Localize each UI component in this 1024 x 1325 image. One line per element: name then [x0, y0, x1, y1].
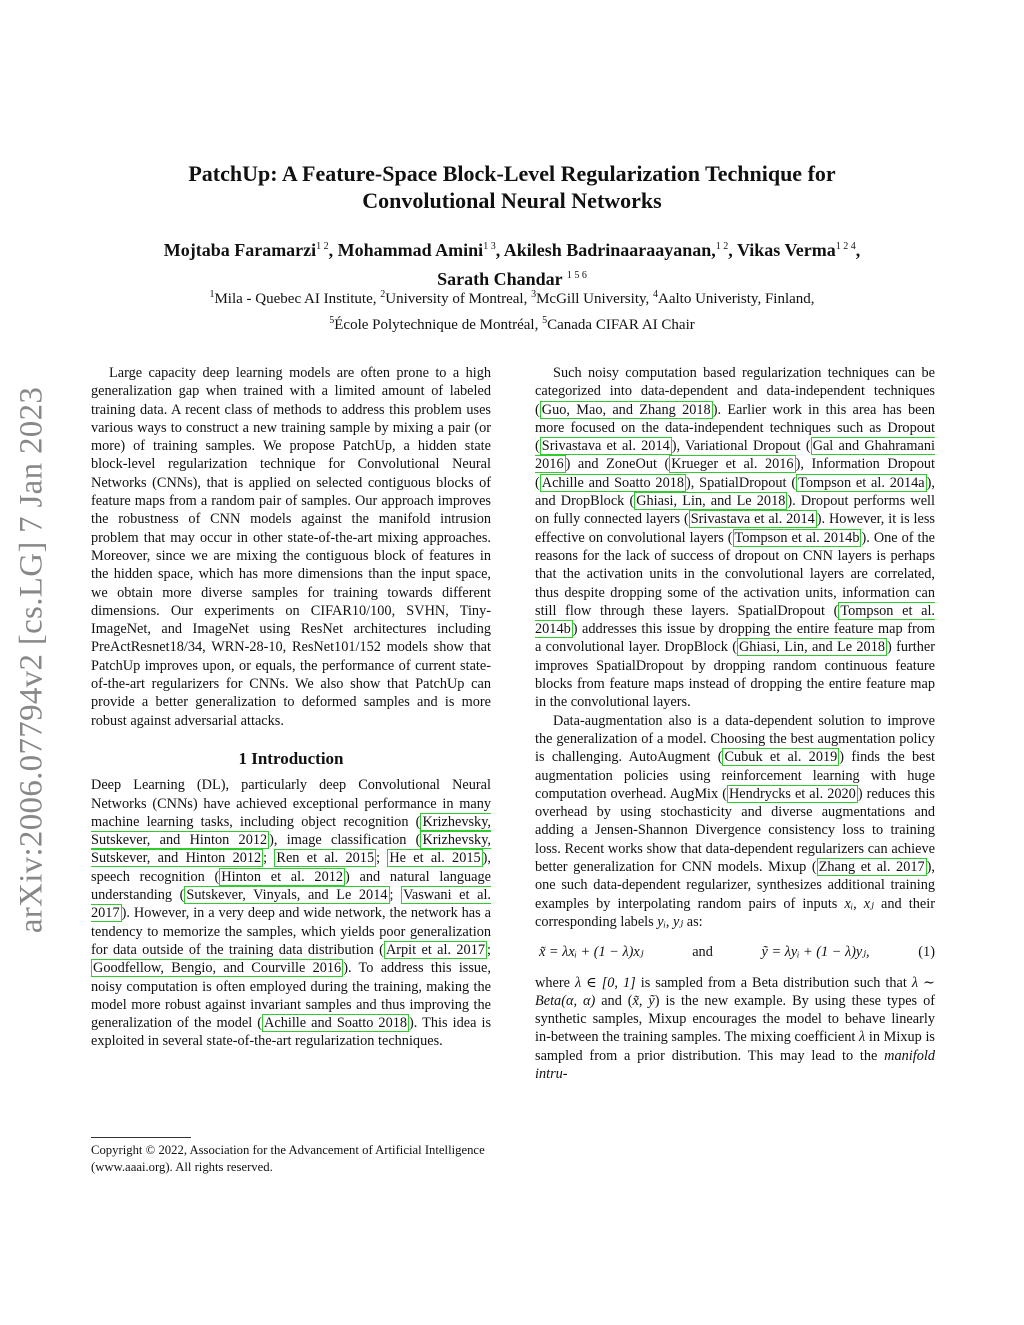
- citation-link[interactable]: Achille and Soatto 2018: [541, 474, 685, 491]
- author-list: Mojtaba Faramarzi$^{1 2}$, Mohammad Amini$^{1 3}$, Akilesh Badrinaaraayanan,$^{1 2}$, Vikas Verma$^{1 2 4}$, Sarath Chandar $^{1 5 6}$: [163, 240, 861, 289]
- affiliations: [90, 284, 934, 336]
- equation-lhs: x̃ = λxᵢ + (1 − λ)xⱼ: [539, 944, 644, 961]
- section-heading-introduction: 1 Introduction: [238, 748, 344, 768]
- equation-and: and: [692, 944, 713, 961]
- title-line-1: PatchUp: A Feature-Space Block-Level Regularization Technique for: [188, 161, 836, 186]
- citation-link[interactable]: Ghiasi, Lin, and Le 2018: [636, 493, 786, 510]
- citation-link[interactable]: Zhang et al. 2017: [818, 859, 925, 876]
- right-column: [535, 364, 935, 1083]
- footnote-rule: [91, 1137, 191, 1138]
- left-column: [91, 364, 491, 1051]
- citation-link[interactable]: Krizhevsky, Sutskever, and Hinton 2012: [91, 813, 491, 849]
- copyright-footnote: [91, 1137, 491, 1175]
- citation-link[interactable]: Krueger et al. 2016: [671, 456, 794, 473]
- citation-link[interactable]: Achille and Soatto 2018: [264, 1015, 408, 1032]
- paragraph-regularization: Such noisy computation based regularization techniques can be categorized into data-dependent and data-independent techniques ( Guo, Mao, and Zhang 2018 ). Earlier work in this area has been more focused on the data-independent techniques such as Dropout ( Srivastava et al. 2014 ), Variational Dropout ( Gal and Ghahramani 2016 ) and ZoneOut ( Krueger et al. 2016 ), Information Dropout ( Achille and Soatto 2018 ), SpatialDropout ( Tompson et al. 2014a ), and DropBlock ( Ghiasi, Lin, and Le 2018 ). Dropout performs well on fully connected layers ( Srivastava et al. 2014 ). However, it is less effective on convolutional layers ( Tompson et al. 2014b ). One of the reasons for the lack of success of dropout on CNN layers is perhaps that the activation units in the convolutional layers are correlated, thus despite dropping some of the activation units, information can still flow through these layers. SpatialDropout ( Tompson et al. 2014b ) addresses this issue by dropping the entire feature map from a convolutional layer. DropBlock ( Ghiasi, Lin, and Le 2018 ) further improves SpatialDropout by dropping random continuous feature blocks from feature maps instead of dropping the entire feature map in the convolutional layers.: [535, 365, 936, 711]
- footnote-text: Copyright © 2022, Association for the Advancement of Artificial Intelligence (www.aaai.org). All rights reserved.: [91, 1143, 485, 1174]
- arxiv-sidebar: [2, 360, 62, 960]
- arxiv-identifier: arXiv:2006.07794v2 [cs.LG] 7 Jan 2023: [13, 386, 50, 934]
- equation-1: [535, 943, 935, 961]
- citation-link[interactable]: Goodfellow, Bengio, and Courville 2016: [93, 960, 342, 977]
- title-line-2: Convolutional Neural Networks: [362, 188, 662, 213]
- citation-link[interactable]: Tompson et al. 2014b: [535, 602, 935, 638]
- author-3: Akilesh Badrinaaraayanan,: [503, 240, 716, 260]
- citation-link[interactable]: Sutskever, Vinyals, and Le 2014: [186, 887, 388, 904]
- equation-rhs: ỹ = λyᵢ + (1 − λ)yⱼ,: [761, 944, 870, 961]
- citation-link[interactable]: Vaswani et al. 2017: [91, 887, 491, 922]
- paragraph-data-augmentation: Data-augmentation also is a data-dependent solution to improve the generalization of a model. Choosing the best augmentation policy is challenging. AutoAugment ( Cubuk et al. 2019 ) finds the best augmentation policies using reinforcement learning with huge computation overhead. AugMix ( Hendrycks et al. 2020 ) reduces this overhead by using stochasticity and diverse augmentations and adding a Jensen-Shannon Divergence consistency loss to training loss. Recent works show that data-dependent regularizers can achieve better generalization for CNN models. Mixup ( Zhang et al. 2017 ), one such data-dependent regularizer, synthesizes additional training examples by interpolating random pairs of inputs xᵢ, xⱼ and their corresponding labels yᵢ, yⱼ as:: [535, 712, 936, 930]
- paper-title: [90, 160, 934, 214]
- citation-link[interactable]: Gal and Ghahramani 2016: [535, 438, 935, 473]
- author-2: Mohammad Amini: [337, 240, 484, 260]
- citation-link[interactable]: Ren et al. 2015: [276, 850, 375, 867]
- intro-paragraph: Deep Learning (DL), particularly deep Convolutional Neural Networks (CNNs) have achieved exceptional performance in many machine learning tasks, including object recognition ( Krizhevsky, Sutskever, and Hinton 2012 ), image classification ( Krizhevsky, Sutskever, and Hinton 2012 ; Ren et al. 2015 ; He et al. 2015 ), speech recognition ( Hinton et al. 2012 ) and natural language understanding ( Sutskever, Vinyals, and Le 2014 ; Vaswani et al. 2017 ). However, in a very deep and wide network, the network has a tendency to memorize the samples, which yields poor generalization for data outside of the training data distribution ( Arpit et al. 2017 ; Goodfellow, Bengio, and Courville 2016 ). To address this issue, noisy computation is often employed during the training, making the model more robust against invariant samples and thus improving the generalization of the model ( Achille and Soatto 2018 ). This idea is exploited in several state-of-the-art regularization techniques.: [91, 777, 492, 1050]
- paragraph-mixup: where λ ∈ [0, 1] is sampled from a Beta distribution such that λ ∼ Beta(α, α) and (x̃, ỹ) is the new example. By using these types of synthetic samples, Mixup encourages the model to behave linearly in-between the training samples. The mixing coefficient λ in Mixup is sampled from a prior distribution. This may lead to the manifold intru-: [535, 974, 936, 1082]
- citation-link[interactable]: Ghiasi, Lin, and Le 2018: [738, 639, 885, 656]
- affiliation-line-2: $^5$École Polytechnique de Montréal, $^5$Canada CIFAR AI Chair: [329, 315, 695, 333]
- citation-link[interactable]: Tompson et al. 2014b: [734, 529, 860, 546]
- citation-link[interactable]: Srivastava et al. 2014: [541, 438, 670, 455]
- citation-link[interactable]: Srivastava et al. 2014: [690, 511, 815, 528]
- citation-link[interactable]: Guo, Mao, and Zhang 2018: [541, 401, 711, 418]
- author-1: Mojtaba Faramarzi: [163, 240, 317, 260]
- citation-link[interactable]: Arpit et al. 2017: [385, 941, 485, 958]
- citation-link[interactable]: Cubuk et al. 2019: [724, 749, 838, 766]
- citation-link[interactable]: Tompson et al. 2014a: [798, 474, 925, 491]
- citation-link[interactable]: He et al. 2015: [389, 850, 481, 867]
- author-5: Sarath Chandar: [437, 269, 563, 289]
- abstract: Large capacity deep learning models are often prone to a high generalization gap when trained with a limited amount of labeled training data. A recent class of methods to address this problem uses various ways to construct a new training sample by mixing a pair (or more) of training samples. We propose PatchUp, a hidden state block-level regularization technique for Convolutional Neural Networks (CNNs), that is applied on selected contiguous blocks of feature maps from a random pair of samples. Our approach improves the robustness of CNN models against the manifold intrusion problem that may occur in other state-of-the-art mixing approaches. Moreover, since we are mixing the contiguous block of features in the hidden space, which has more dimensions than the input space, we obtain more diverse samples for training towards different dimensions. Our experiments on CIFAR10/100, SVHN, Tiny-ImageNet, and ImageNet using ResNet architectures including PreActResnet18/34, WRN-28-10, ResNet101/152 models show that PatchUp improves upon, or equals, the performance of current state-of-the-art regularizers for CNNs. We also show that PatchUp can provide a better generalization to deformed samples and is more robust against adversarial attacks.: [91, 365, 491, 729]
- affiliation-line-1: $^1$Mila - Quebec AI Institute, $^2$University of Montreal, $^3$McGill University, $^4$Aalto Univeristy, Finland,: [209, 289, 815, 307]
- author-4: Vikas Verma: [736, 240, 836, 260]
- equation-number: (1): [918, 944, 935, 961]
- citation-link[interactable]: Hinton et al. 2012: [221, 868, 344, 885]
- citation-link[interactable]: Krizhevsky, Sutskever, and Hinton 2012: [91, 832, 491, 867]
- citation-link[interactable]: Hendrycks et al. 2020: [728, 785, 856, 802]
